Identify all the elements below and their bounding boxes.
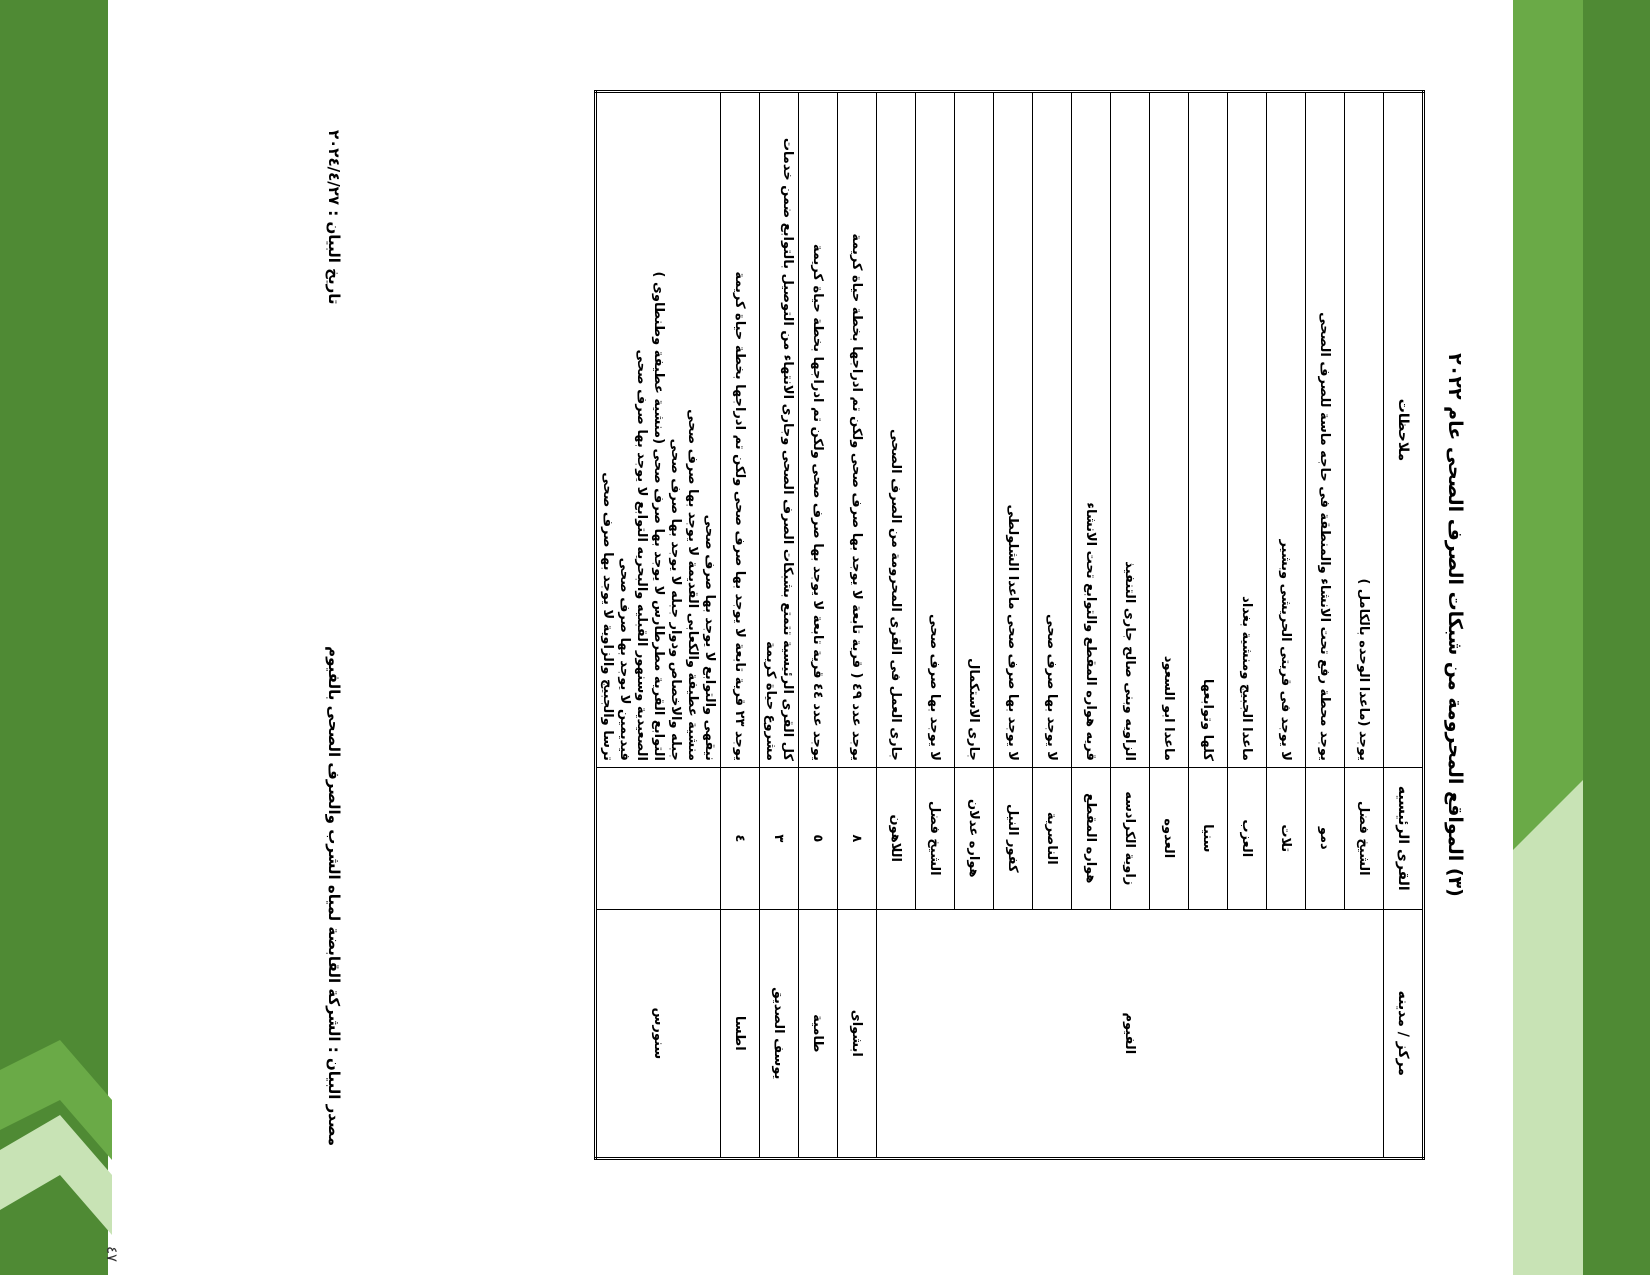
note-line: منشية عطيفة والكعابى القديمة لا يوجد بها صرف صحى (685, 409, 700, 761)
notes-cell: يوجد عدد ٤٤ قرية تابعة لا يوجد بها صرف صحى ولكن تم ادراجها بخطة حياة كريمة (799, 92, 838, 768)
center-cell: ابشواى (838, 909, 877, 1158)
center-cell: سنورس (596, 909, 721, 1158)
table-container (594, 90, 1425, 1160)
center-cell-fayoum: الفيوم (877, 909, 1384, 1158)
notes-cell: قريه هواره المقطع والتوابع تحت الانشاء (1072, 92, 1111, 768)
table-row (799, 92, 838, 1159)
notes-cell: لا يوجد فى قريتى الحريشى وبشير (1267, 92, 1306, 768)
chevron-arrows-decoration (0, 1040, 120, 1240)
village-count-cell: ٥ (799, 767, 838, 909)
center-cell: يوسف الصديق (760, 909, 799, 1158)
notes-cell: كلها وتوابعها (1189, 92, 1228, 768)
village-cell: كفور النيل (994, 767, 1033, 909)
notes-cell: كل القرى الرئيسية تتمتع بشبكات الصرف الصحى وجارى الانتهاء من التوصيل بالتوابع ضمن خدمات مشروع حياة كريمة (760, 92, 799, 768)
notes-cell: ماعدا الجبيج ومنشية بغداد (1228, 92, 1267, 768)
page-title: (٣) المواقع المحرومة من شبكات الصرف الصحى عام ٢٠٢٢ (1444, 353, 1466, 897)
table-header-row (1384, 92, 1424, 1159)
notes-cell: لا يوجد بها صرف صحى (916, 92, 955, 768)
table-row (721, 92, 760, 1159)
village-cell: تلات (1267, 767, 1306, 909)
village-cell: هواره عدلان (955, 767, 994, 909)
note-line: التوابع القرية مطرطارس لا يوجد بها صرف صحى (منشية عطيفة وطنطاوى ) (651, 271, 666, 761)
notes-cell: الزاويه وبنى صالح جارى التنفيذ (1111, 92, 1150, 768)
center-cell: طامية (799, 909, 838, 1158)
notes-cell: يوجد ٢٣ قرية تابعة لا يوجد بها صرف صحى ولكن تم ادراجها بخطة حياة كريمة (721, 92, 760, 768)
notes-cell: يوجد محطة رفع تحت الانشاء والمنطقة فى حاجه ماسة للصرف الصحى (1306, 92, 1345, 768)
right-decorative-shape (1513, 0, 1583, 1275)
table-row (838, 92, 877, 1159)
note-line: جبله والاخصاص ودوار جبله لا يوجد بها صرف صحى (668, 438, 683, 761)
notes-cell: لا يوجد بها صرف صحى ماعدا الشلولطى (994, 92, 1033, 768)
note-line: نيقهى والتوابع لا يوجد بها صرف صحى (702, 514, 717, 761)
data-source: مصدر البيان : الشركة القابضة لمياه الشرب والصرف الصحى بالفيوم (325, 646, 343, 1146)
village-count-cell: ٣ (760, 767, 799, 909)
notes-cell-multiline (596, 92, 721, 768)
rotated-table-sheet (295, 90, 1475, 1160)
note-line: فيديمين لا يوجد بها صرف صحى (617, 557, 632, 761)
header-center: مركز / مدينه (1384, 909, 1424, 1158)
header-village: القرى الرئيسيه (1384, 767, 1424, 909)
village-cell: هواره المقطع (1072, 767, 1111, 909)
village-cell: اللاهون (877, 767, 916, 909)
table-row (596, 92, 721, 1159)
village-cell: الناصرية (1033, 767, 1072, 909)
village-count-cell: ٨ (838, 767, 877, 909)
village-cell: العزب (1228, 767, 1267, 909)
table-row (760, 92, 799, 1159)
note-line: الصعيدية وسنهور القبليه والبحريه التوابع لا يوجد بها صرف صحى (634, 349, 649, 761)
notes-cell: يوجد (ماعدا الوحده بالكامل ) (1345, 92, 1384, 768)
village-count-cell (596, 767, 721, 909)
notes-cell: جارى العمل فى القرى المحرومة من الصرف الصحى (877, 92, 916, 768)
village-cell: دمو (1306, 767, 1345, 909)
notes-cell: لا يوجد بها صرف صحى (1033, 92, 1072, 768)
village-cell: سنيا (1189, 767, 1228, 909)
center-cell: اطسا (721, 909, 760, 1158)
data-date: تاريخ البيان : ٢٠٢٤/٤/٢٧ (325, 130, 343, 305)
village-cell: الشيخ فضل (916, 767, 955, 909)
header-notes: ملاحظات (1384, 92, 1424, 768)
note-line: ترسا والجبيج والزاوية لا يوجد بها صرف صحى (600, 472, 615, 761)
village-cell: زاوية الكرادسه (1111, 767, 1150, 909)
right-dark-green-bar (1583, 0, 1650, 1275)
page-number: ٤٧ (103, 1245, 121, 1263)
notes-cell: جارى الاستكمال (955, 92, 994, 768)
village-count-cell: ٤ (721, 767, 760, 909)
notes-cell: يوجد عدد ٤٩ ( قرية تابعة لا يوجد بها صرف صحى ولكن تم ادراجها بخطة حياة كريمة (838, 92, 877, 768)
notes-cell: ماعدا ابو السعود (1150, 92, 1189, 768)
table-row (1345, 92, 1384, 1159)
deprived-sites-table (594, 90, 1425, 1160)
village-cell: الشيخ فضل (1345, 767, 1384, 909)
village-cell: العدوه (1150, 767, 1189, 909)
